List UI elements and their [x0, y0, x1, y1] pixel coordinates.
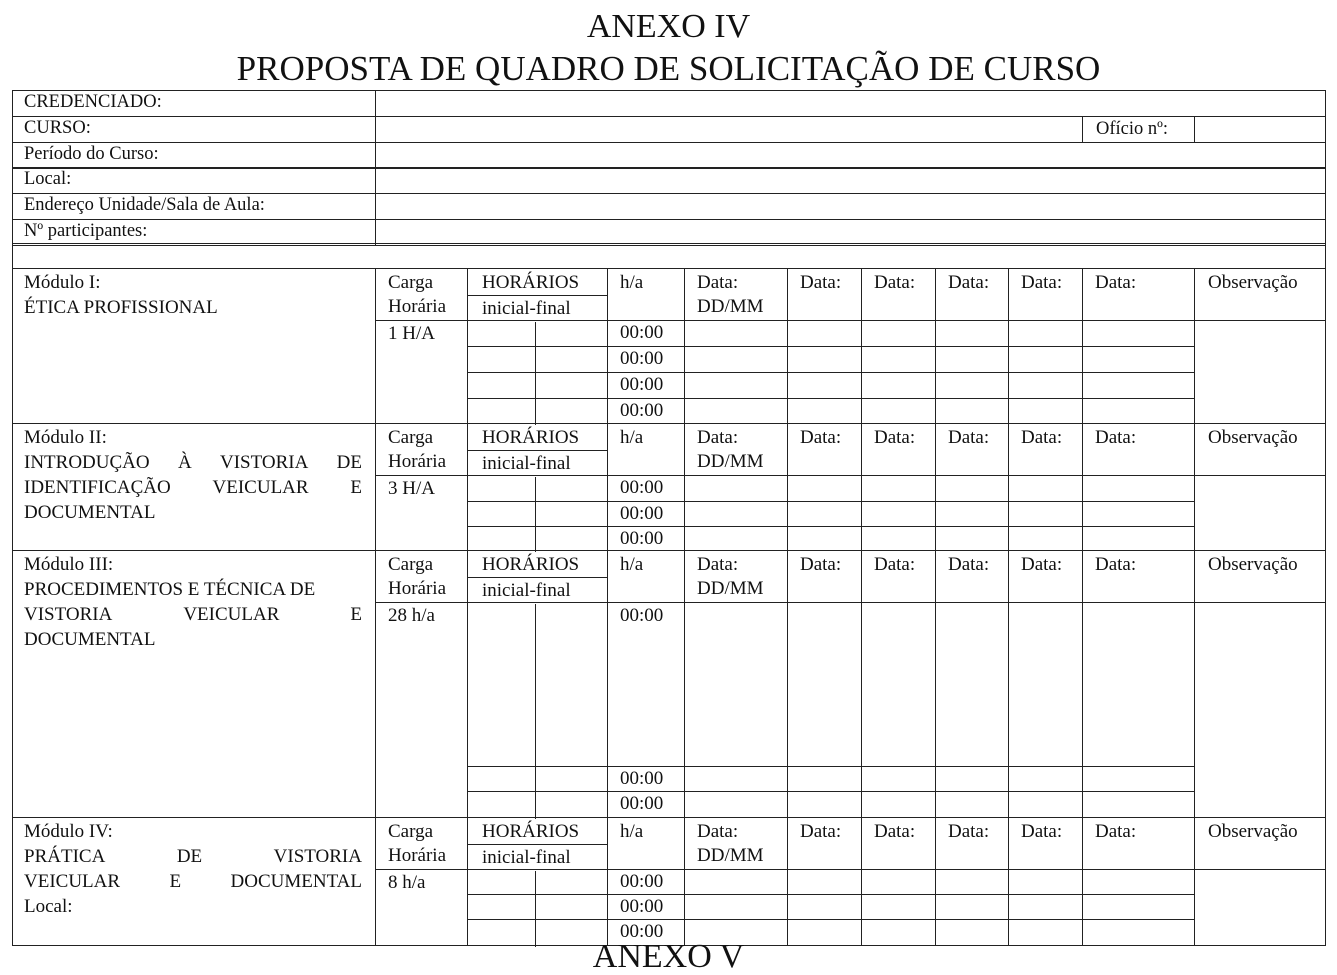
module-column-rule: [1194, 423, 1195, 550]
data-label: Data:: [1021, 554, 1063, 575]
inicial-final-label: inicial-final: [482, 580, 571, 601]
module-column-rule: [935, 550, 936, 817]
module-name-word: INTRODUÇÃO: [24, 452, 150, 473]
module-top-rule: [12, 550, 1325, 551]
ha-value: 00:00: [620, 503, 664, 524]
data-label: Data:: [1021, 427, 1063, 448]
data-label: Data:: [1021, 821, 1063, 842]
oficio-label: Ofício nº:: [1096, 118, 1169, 139]
carga-label: Carga: [388, 427, 434, 448]
schedule-row-rule: [467, 501, 1194, 502]
module-column-rule: [375, 268, 376, 423]
horarios-subheader-rule: [467, 577, 607, 578]
horarios-label: HORÁRIOS: [482, 272, 580, 293]
module-name-line: ÉTICA PROFISSIONAL: [24, 297, 218, 318]
observacao-label: Observação: [1208, 821, 1298, 842]
module-column-rule: [787, 550, 788, 817]
schedule-row-rule: [467, 766, 1194, 767]
module-name-word: E: [350, 604, 362, 625]
data-label: Data:: [1095, 427, 1137, 448]
module-top-rule: [12, 817, 1325, 818]
ha-value: 00:00: [620, 322, 664, 343]
module-title: Módulo II:: [24, 427, 107, 448]
info-value-field[interactable]: [377, 195, 1323, 218]
ha-value: 00:00: [620, 374, 664, 395]
info-label: CREDENCIADO:: [24, 92, 162, 112]
module-name-word: VEICULAR: [24, 871, 121, 892]
module-name-word: IDENTIFICAÇÃO: [24, 477, 171, 498]
data-label: Data:: [948, 427, 990, 448]
inicial-final-label: inicial-final: [482, 298, 571, 319]
module-column-rule: [375, 817, 376, 945]
ha-value: 00:00: [620, 400, 664, 421]
module-name-word: DE: [176, 846, 203, 867]
module-column-rule: [1194, 817, 1195, 945]
carga-label: Carga: [388, 821, 434, 842]
module-column-rule: [787, 423, 788, 550]
module-column-rule: [1008, 817, 1009, 945]
carga-label: Carga: [388, 272, 434, 293]
module-column-rule: [1194, 268, 1195, 423]
module-name-word: E: [169, 871, 182, 892]
info-column-divider: [375, 90, 376, 245]
module-top-rule: [12, 268, 1325, 269]
info-row-rule: [12, 245, 1325, 246]
carga-value: 8 h/a: [388, 872, 426, 893]
ha-label: h/a: [620, 272, 644, 293]
ha-label: h/a: [620, 427, 644, 448]
data-label: Data:: [874, 821, 916, 842]
horarios-subheader-rule: [467, 450, 607, 451]
module-name-word: E: [350, 477, 362, 498]
ha-value: 00:00: [620, 793, 664, 814]
horaria-label: Horária: [388, 578, 447, 599]
module-column-rule: [1082, 817, 1083, 945]
module-column-rule: [1082, 423, 1083, 550]
module-column-rule: [861, 817, 862, 945]
carga-value: 3 H/A: [388, 478, 435, 499]
horarios-label: HORÁRIOS: [482, 427, 580, 448]
horario-split-rule: [535, 604, 536, 819]
data-label: Data:: [874, 554, 916, 575]
data-label: Data:: [874, 427, 916, 448]
data-label: Data:: [697, 821, 739, 842]
module-header-rule: [375, 475, 1325, 476]
module-title: Módulo IV:: [24, 821, 113, 842]
module-name-line: DOCUMENTAL: [24, 502, 156, 523]
module-column-rule: [1082, 550, 1083, 817]
module-name-word: VISTORIA: [24, 604, 113, 625]
info-value-field[interactable]: [377, 221, 1323, 244]
module-column-rule: [467, 550, 468, 817]
module-top-rule: [12, 423, 1325, 424]
horaria-label: Horária: [388, 296, 447, 317]
data-label: Data:: [1095, 554, 1137, 575]
module-column-rule: [375, 550, 376, 817]
info-value-field[interactable]: [377, 92, 1323, 115]
module-name-line: [24, 478, 362, 497]
module-header-rule: [375, 602, 1325, 603]
info-label: Local:: [24, 169, 72, 190]
module-name-word: VISTORIA: [220, 452, 309, 473]
horaria-label: Horária: [388, 451, 447, 472]
module-name-word: DE: [336, 452, 362, 473]
module-column-rule: [1194, 550, 1195, 817]
horario-split-rule: [535, 871, 536, 947]
module-title: Módulo I:: [24, 272, 101, 293]
data-label: Data:: [1021, 272, 1063, 293]
ha-value: 00:00: [620, 871, 664, 892]
data-label: Data:: [874, 272, 916, 293]
observacao-label: Observação: [1208, 272, 1298, 293]
inicial-final-label: inicial-final: [482, 453, 571, 474]
module-name-line: [24, 872, 362, 891]
ha-label: h/a: [620, 821, 644, 842]
horarios-subheader-rule: [467, 844, 607, 845]
module-name-word: VEICULAR: [183, 604, 280, 625]
horarios-label: HORÁRIOS: [482, 821, 580, 842]
module-header-rule: [375, 320, 1325, 321]
ha-value: 00:00: [620, 768, 664, 789]
data-label: Data:: [800, 427, 842, 448]
horaria-label: Horária: [388, 845, 447, 866]
module-name-word: VEICULAR: [212, 477, 309, 498]
spacer-row-rule: [12, 243, 1325, 244]
annex-title: ANEXO IV: [586, 8, 751, 45]
module-name-line: DOCUMENTAL: [24, 629, 156, 650]
carga-value: 28 h/a: [388, 605, 435, 626]
module-name-word: À: [177, 452, 192, 473]
module-column-rule: [607, 423, 608, 550]
info-label: Período do Curso:: [24, 143, 159, 164]
data-label: Data:: [697, 554, 739, 575]
data-label: Data:: [948, 272, 990, 293]
module-name-line: Local:: [24, 896, 73, 917]
oficio-separator: [1082, 116, 1083, 142]
inicial-final-label: inicial-final: [482, 847, 571, 868]
table-border-right: [1325, 90, 1326, 945]
carga-value: 1 H/A: [388, 323, 435, 344]
data-label: Data:: [800, 821, 842, 842]
info-label: CURSO:: [24, 117, 91, 138]
ddmm-label: DD/MM: [697, 296, 764, 317]
data-label: Data:: [800, 554, 842, 575]
info-value-field[interactable]: [377, 169, 1323, 192]
ha-value: 00:00: [620, 896, 664, 917]
module-column-rule: [787, 817, 788, 945]
horario-split-rule: [535, 477, 536, 552]
ddmm-label: DD/MM: [697, 451, 764, 472]
module-column-rule: [375, 423, 376, 550]
module-name-line: [24, 847, 362, 866]
info-label: Nº participantes:: [24, 221, 148, 241]
module-title: Módulo III:: [24, 554, 114, 575]
module-column-rule: [607, 817, 608, 945]
schedule-row-rule: [467, 372, 1194, 373]
module-column-rule: [684, 550, 685, 817]
module-name-word: DOCUMENTAL: [230, 871, 362, 892]
data-label: Data:: [948, 554, 990, 575]
carga-label: Carga: [388, 554, 434, 575]
ha-value: 00:00: [620, 348, 664, 369]
observacao-label: Observação: [1208, 554, 1298, 575]
module-column-rule: [861, 550, 862, 817]
module-column-rule: [684, 423, 685, 550]
oficio-number-field[interactable]: [1196, 118, 1323, 141]
horarios-subheader-rule: [467, 295, 607, 296]
schedule-row-rule: [467, 526, 1194, 527]
observacao-label: Observação: [1208, 427, 1298, 448]
ha-value: 00:00: [620, 528, 664, 549]
module-column-rule: [607, 550, 608, 817]
ddmm-label: DD/MM: [697, 578, 764, 599]
schedule-row-rule: [467, 346, 1194, 347]
module-header-rule: [375, 869, 1325, 870]
info-value-field[interactable]: [377, 118, 1080, 141]
module-column-rule: [935, 817, 936, 945]
ha-value: 00:00: [620, 605, 664, 626]
data-label: Data:: [697, 272, 739, 293]
horarios-label: HORÁRIOS: [482, 554, 580, 575]
next-annex-title-cut: ANEXO V: [592, 938, 745, 975]
module-name-line: [24, 605, 362, 624]
ha-value: 00:00: [620, 477, 664, 498]
data-label: Data:: [800, 272, 842, 293]
schedule-row-rule: [467, 919, 1194, 920]
data-label: Data:: [1095, 821, 1137, 842]
module-column-rule: [861, 423, 862, 550]
module-column-rule: [467, 423, 468, 550]
module-name-word: VISTORIA: [273, 846, 362, 867]
module-name-line: PROCEDIMENTOS E TÉCNICA DE: [24, 579, 316, 600]
ha-label: h/a: [620, 554, 644, 575]
data-label: Data:: [1095, 272, 1137, 293]
ddmm-label: DD/MM: [697, 845, 764, 866]
schedule-row-rule: [467, 894, 1194, 895]
info-label: Endereço Unidade/Sala de Aula:: [24, 195, 265, 216]
data-label: Data:: [697, 427, 739, 448]
horario-split-rule: [535, 322, 536, 425]
module-column-rule: [935, 423, 936, 550]
schedule-row-rule: [467, 791, 1194, 792]
schedule-row-rule: [467, 398, 1194, 399]
module-column-rule: [1008, 423, 1009, 550]
module-name-line: [24, 453, 362, 472]
module-column-rule: [1008, 550, 1009, 817]
info-value-field[interactable]: [377, 144, 1323, 167]
ha-value: 00:00: [620, 921, 664, 942]
module-column-rule: [467, 817, 468, 945]
form-title: PROPOSTA DE QUADRO DE SOLICITAÇÃO DE CURSO: [236, 49, 1101, 88]
module-name-word: PRÁTICA: [24, 846, 106, 867]
module-column-rule: [684, 817, 685, 945]
data-label: Data:: [948, 821, 990, 842]
